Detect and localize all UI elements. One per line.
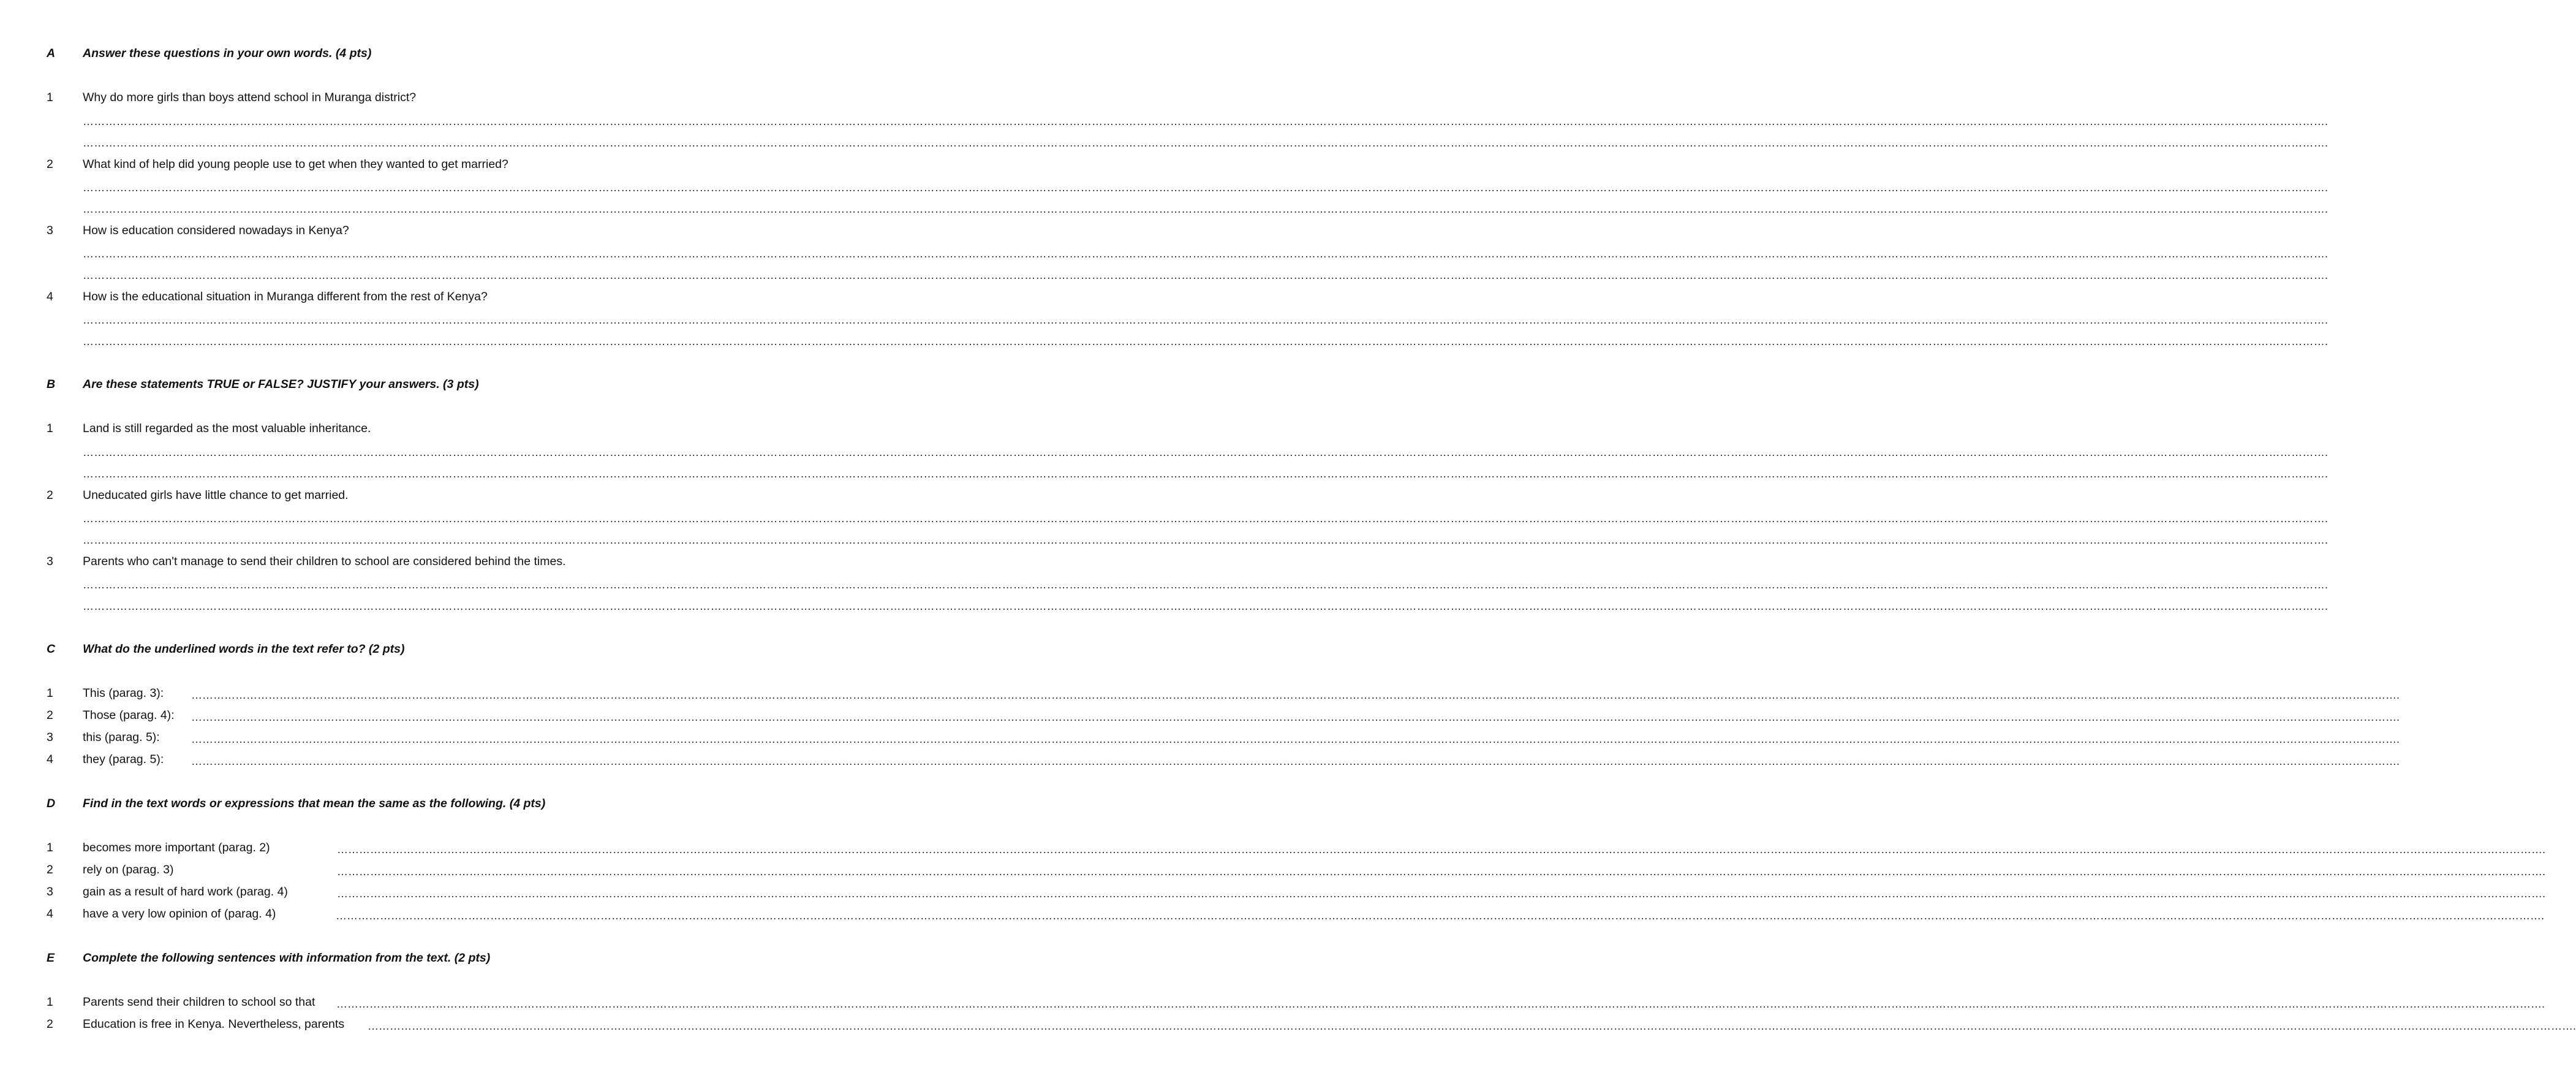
question-text: How is the educational situation in Muranga different from the rest of Kenya?	[83, 290, 488, 303]
section-title: Answer these questions in your own words. (4 pts)	[83, 47, 372, 60]
item-text: becomes more important (parag. 2)	[83, 841, 270, 854]
answer-blank[interactable]: …………………………………………………………………………………………………………………………………………………………………………………………………………………………………………………………………………………………………………………………………………………………………………………………………………………………………………………………………………………………………………………………………………………….	[368, 1020, 2576, 1032]
answer-line[interactable]: …………………………………………………………………………………………………………………………………………………………………………………………………………………………………………………………………………………………………………………………………………………………………………………………………………………………………………………………………………………………………………………………………………………….	[83, 579, 2329, 591]
statement-number: 3	[47, 555, 53, 568]
section-letter: D	[47, 797, 56, 810]
section-letter: E	[47, 951, 55, 965]
answer-blank[interactable]: …………………………………………………………………………………………………………………………………………………………………………………………………………………………………………………………………………………………………………………………………………………………………………………………………………………………………………………………………………………………………………………………………………………….	[337, 865, 2546, 878]
answer-blank[interactable]: …………………………………………………………………………………………………………………………………………………………………………………………………………………………………………………………………………………………………………………………………………………………………………………………………………………………………………………………………………………………………………………………………………………….	[191, 711, 2400, 723]
answer-line[interactable]: …………………………………………………………………………………………………………………………………………………………………………………………………………………………………………………………………………………………………………………………………………………………………………………………………………………………………………………………………………………………………………………………………………………….	[83, 248, 2329, 260]
answer-blank[interactable]: …………………………………………………………………………………………………………………………………………………………………………………………………………………………………………………………………………………………………………………………………………………………………………………………………………………………………………………………………………………………………………………………………………………….	[336, 910, 2545, 922]
answer-line[interactable]: …………………………………………………………………………………………………………………………………………………………………………………………………………………………………………………………………………………………………………………………………………………………………………………………………………………………………………………………………………………………………………………………………………………….	[83, 115, 2329, 127]
question-text: How is education considered nowadays in Kenya?	[83, 224, 349, 237]
answer-line[interactable]: …………………………………………………………………………………………………………………………………………………………………………………………………………………………………………………………………………………………………………………………………………………………………………………………………………………………………………………………………………………………………………………………………………………….	[83, 137, 2329, 149]
statement-number: 1	[47, 422, 53, 435]
answer-line[interactable]: …………………………………………………………………………………………………………………………………………………………………………………………………………………………………………………………………………………………………………………………………………………………………………………………………………………………………………………………………………………………………………………………………………………….	[83, 600, 2329, 612]
item-text: rely on (parag. 3)	[83, 863, 174, 876]
question-text: What kind of help did young people use to get when they wanted to get married?	[83, 158, 508, 171]
section-title: Are these statements TRUE or FALSE? JUSTIFY your answers. (3 pts)	[83, 378, 479, 391]
answer-blank[interactable]: …………………………………………………………………………………………………………………………………………………………………………………………………………………………………………………………………………………………………………………………………………………………………………………………………………………………………………………………………………………………………………………………………………………….	[191, 733, 2400, 745]
answer-line[interactable]: …………………………………………………………………………………………………………………………………………………………………………………………………………………………………………………………………………………………………………………………………………………………………………………………………………………………………………………………………………………………………………………………………………………….	[83, 534, 2329, 546]
question-number: 2	[47, 158, 53, 171]
item-number: 1	[47, 686, 53, 700]
statement-text: Land is still regarded as the most valuable inheritance.	[83, 422, 371, 435]
item-text: Those (parag. 4):	[83, 708, 175, 722]
item-text: this (parag. 5):	[83, 731, 160, 744]
item-text: This (parag. 3):	[83, 686, 164, 700]
item-text: they (parag. 5):	[83, 753, 164, 766]
question-number: 1	[47, 91, 53, 104]
answer-line[interactable]: …………………………………………………………………………………………………………………………………………………………………………………………………………………………………………………………………………………………………………………………………………………………………………………………………………………………………………………………………………………………………………………………………………………….	[83, 446, 2329, 458]
section-title: Complete the following sentences with information from the text. (2 pts)	[83, 951, 491, 965]
item-number: 4	[47, 753, 53, 766]
statement-text: Parents who can't manage to send their children to school are considered behind the times.	[83, 555, 566, 568]
answer-line[interactable]: …………………………………………………………………………………………………………………………………………………………………………………………………………………………………………………………………………………………………………………………………………………………………………………………………………………………………………………………………………………………………………………………………………………….	[83, 468, 2329, 480]
statement-number: 2	[47, 488, 53, 502]
item-text: Education is free in Kenya. Nevertheless, parents	[83, 1017, 345, 1031]
answer-line[interactable]: …………………………………………………………………………………………………………………………………………………………………………………………………………………………………………………………………………………………………………………………………………………………………………………………………………………………………………………………………………………………………………………………………………………….	[83, 269, 2329, 281]
answer-line[interactable]: …………………………………………………………………………………………………………………………………………………………………………………………………………………………………………………………………………………………………………………………………………………………………………………………………………………………………………………………………………………………………………………………………………………….	[83, 512, 2329, 525]
item-number: 1	[47, 995, 53, 1009]
section-title: Find in the text words or expressions that mean the same as the following. (4 pts)	[83, 797, 546, 810]
section-letter: B	[47, 378, 56, 391]
answer-line[interactable]: …………………………………………………………………………………………………………………………………………………………………………………………………………………………………………………………………………………………………………………………………………………………………………………………………………………………………………………………………………………………………………………………………………………….	[83, 335, 2329, 348]
item-number: 3	[47, 731, 53, 744]
item-number: 3	[47, 885, 53, 898]
answer-blank[interactable]: …………………………………………………………………………………………………………………………………………………………………………………………………………………………………………………………………………………………………………………………………………………………………………………………………………………………………………………………………………………………………………………………………………………….	[191, 755, 2400, 767]
item-text: Parents send their children to school so that	[83, 995, 315, 1009]
answer-blank[interactable]: …………………………………………………………………………………………………………………………………………………………………………………………………………………………………………………………………………………………………………………………………………………………………………………………………………………………………………………………………………………………………………………………………………………….	[337, 843, 2546, 856]
answer-blank[interactable]: …………………………………………………………………………………………………………………………………………………………………………………………………………………………………………………………………………………………………………………………………………………………………………………………………………………………………………………………………………………………………………………………………………………….	[336, 998, 2545, 1010]
item-number: 2	[47, 1017, 53, 1031]
question-number: 4	[47, 290, 53, 303]
answer-blank[interactable]: …………………………………………………………………………………………………………………………………………………………………………………………………………………………………………………………………………………………………………………………………………………………………………………………………………………………………………………………………………………………………………………………………………………….	[337, 887, 2546, 900]
item-text: gain as a result of hard work (parag. 4)	[83, 885, 288, 898]
answer-line[interactable]: …………………………………………………………………………………………………………………………………………………………………………………………………………………………………………………………………………………………………………………………………………………………………………………………………………………………………………………………………………………………………………………………………………………….	[83, 314, 2329, 326]
item-number: 1	[47, 841, 53, 854]
question-number: 3	[47, 224, 53, 237]
item-number: 2	[47, 708, 53, 722]
answer-blank[interactable]: …………………………………………………………………………………………………………………………………………………………………………………………………………………………………………………………………………………………………………………………………………………………………………………………………………………………………………………………………………………………………………………………………………………….	[191, 689, 2400, 701]
answer-line[interactable]: …………………………………………………………………………………………………………………………………………………………………………………………………………………………………………………………………………………………………………………………………………………………………………………………………………………………………………………………………………………………………………………………………………………….	[83, 203, 2329, 215]
item-text: have a very low opinion of (parag. 4)	[83, 907, 276, 921]
section-letter: C	[47, 642, 56, 656]
item-number: 4	[47, 907, 53, 921]
section-letter: A	[47, 47, 56, 60]
question-text: Why do more girls than boys attend school in Muranga district?	[83, 91, 417, 104]
item-number: 2	[47, 863, 53, 876]
statement-text: Uneducated girls have little chance to get married.	[83, 488, 349, 502]
answer-line[interactable]: …………………………………………………………………………………………………………………………………………………………………………………………………………………………………………………………………………………………………………………………………………………………………………………………………………………………………………………………………………………………………………………………………………………….	[83, 181, 2329, 194]
section-title: What do the underlined words in the text refer to? (2 pts)	[83, 642, 405, 656]
